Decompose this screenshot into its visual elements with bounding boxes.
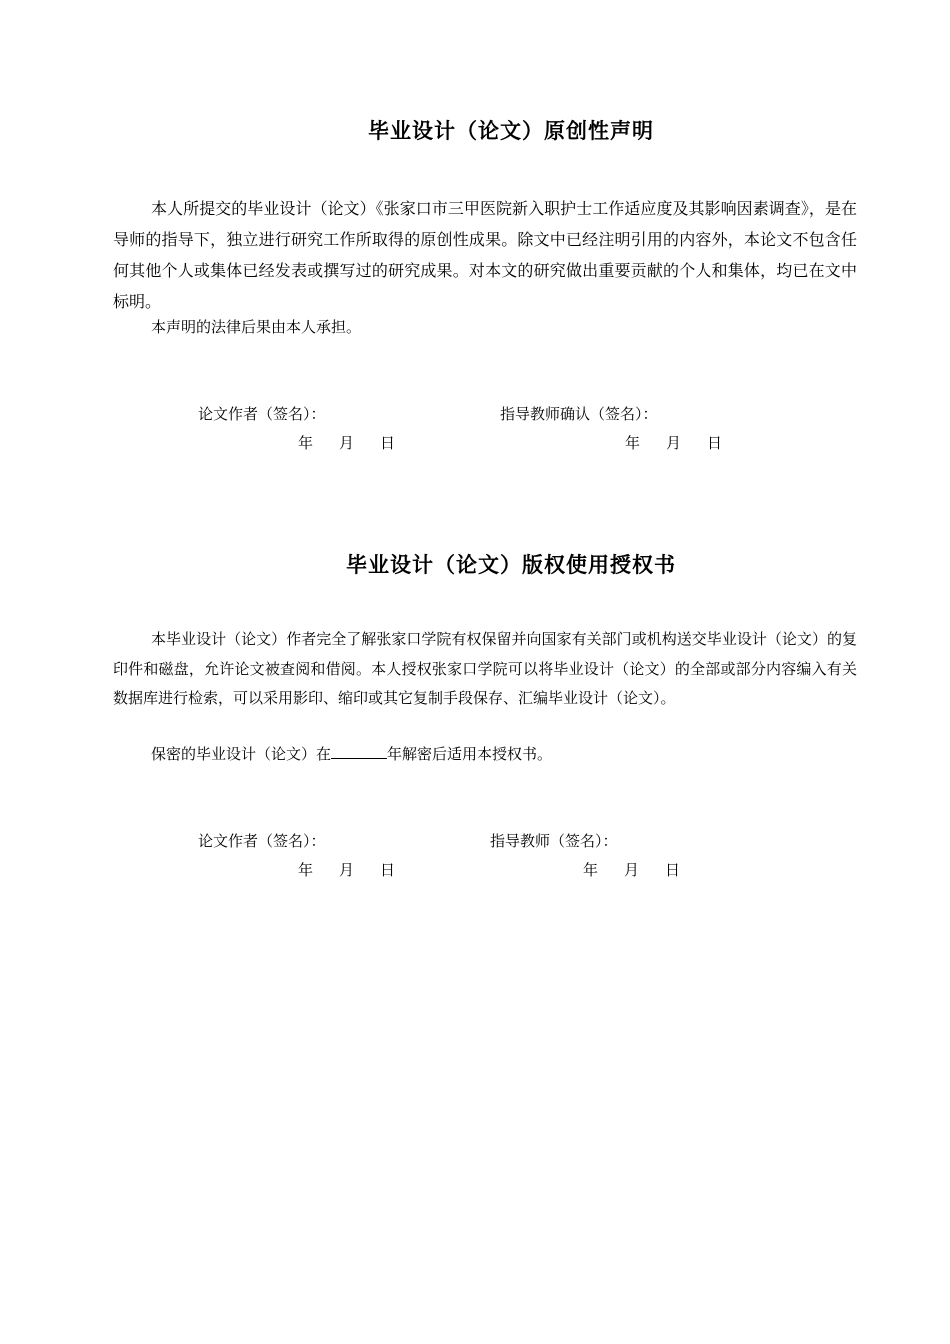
author-signature-label: 论文作者（签名）：: [198, 405, 326, 423]
years-blank-field[interactable]: [331, 744, 387, 759]
date-day: 日: [380, 861, 396, 879]
date-year: 年: [298, 861, 314, 879]
declaration-legal-paragraph: 本声明的法律后果由本人承担。: [151, 318, 362, 336]
confidential-paragraph: [113, 740, 857, 770]
advisor-confirm-signature-label: 指导教师确认（签名）：: [500, 405, 658, 423]
date-year: 年: [625, 434, 641, 452]
date-month: 月: [339, 434, 355, 452]
confidential-text-before: 保密的毕业设计（论文）在: [151, 745, 332, 763]
declaration-paragraph: 本人所提交的毕业设计（论文）《张家口市三甲医院新入职护士工作适应度及其影响因素调查》，是在导师的指导下，独立进行研究工作所取得的原创性成果。除文中已经注明引用的内容外，本论文不包含任何其他个人或集体已经发表或撰写过的研究成果。对本文的研究做出重要贡献的个人和集体，均已在文中标明。: [113, 199, 857, 311]
author-signature-label: 论文作者（签名）：: [198, 832, 326, 850]
advisor-date: [625, 432, 722, 453]
declaration-title: 毕业设计（论文）原创性声明: [368, 119, 654, 143]
date-year: 年: [298, 434, 314, 452]
confidential-text-after: 年解密后适用本授权书。: [387, 745, 553, 763]
date-month: 月: [666, 434, 682, 452]
date-day: 日: [380, 434, 396, 452]
advisor-signature-label: 指导教师（签名）：: [490, 832, 618, 850]
date-day: 日: [707, 434, 723, 452]
date-month: 月: [624, 861, 640, 879]
advisor-date: [583, 859, 680, 880]
date-day: 日: [665, 861, 681, 879]
authorization-title: 毕业设计（论文）版权使用授权书: [346, 553, 676, 577]
authorization-paragraph: 本毕业设计（论文）作者完全了解张家口学院有权保留并向国家有关部门或机构送交毕业设计（论文）的复印件和磁盘，允许论文被查阅和借阅。本人授权张家口学院可以将毕业设计（论文）的全部或部分内容编入有关数据库进行检索，可以采用影印、缩印或其它复制手段保存、汇编毕业设计（论文）。: [113, 630, 857, 707]
date-year: 年: [583, 861, 599, 879]
date-month: 月: [339, 861, 355, 879]
author-date: [298, 859, 395, 880]
author-date: [298, 432, 395, 453]
